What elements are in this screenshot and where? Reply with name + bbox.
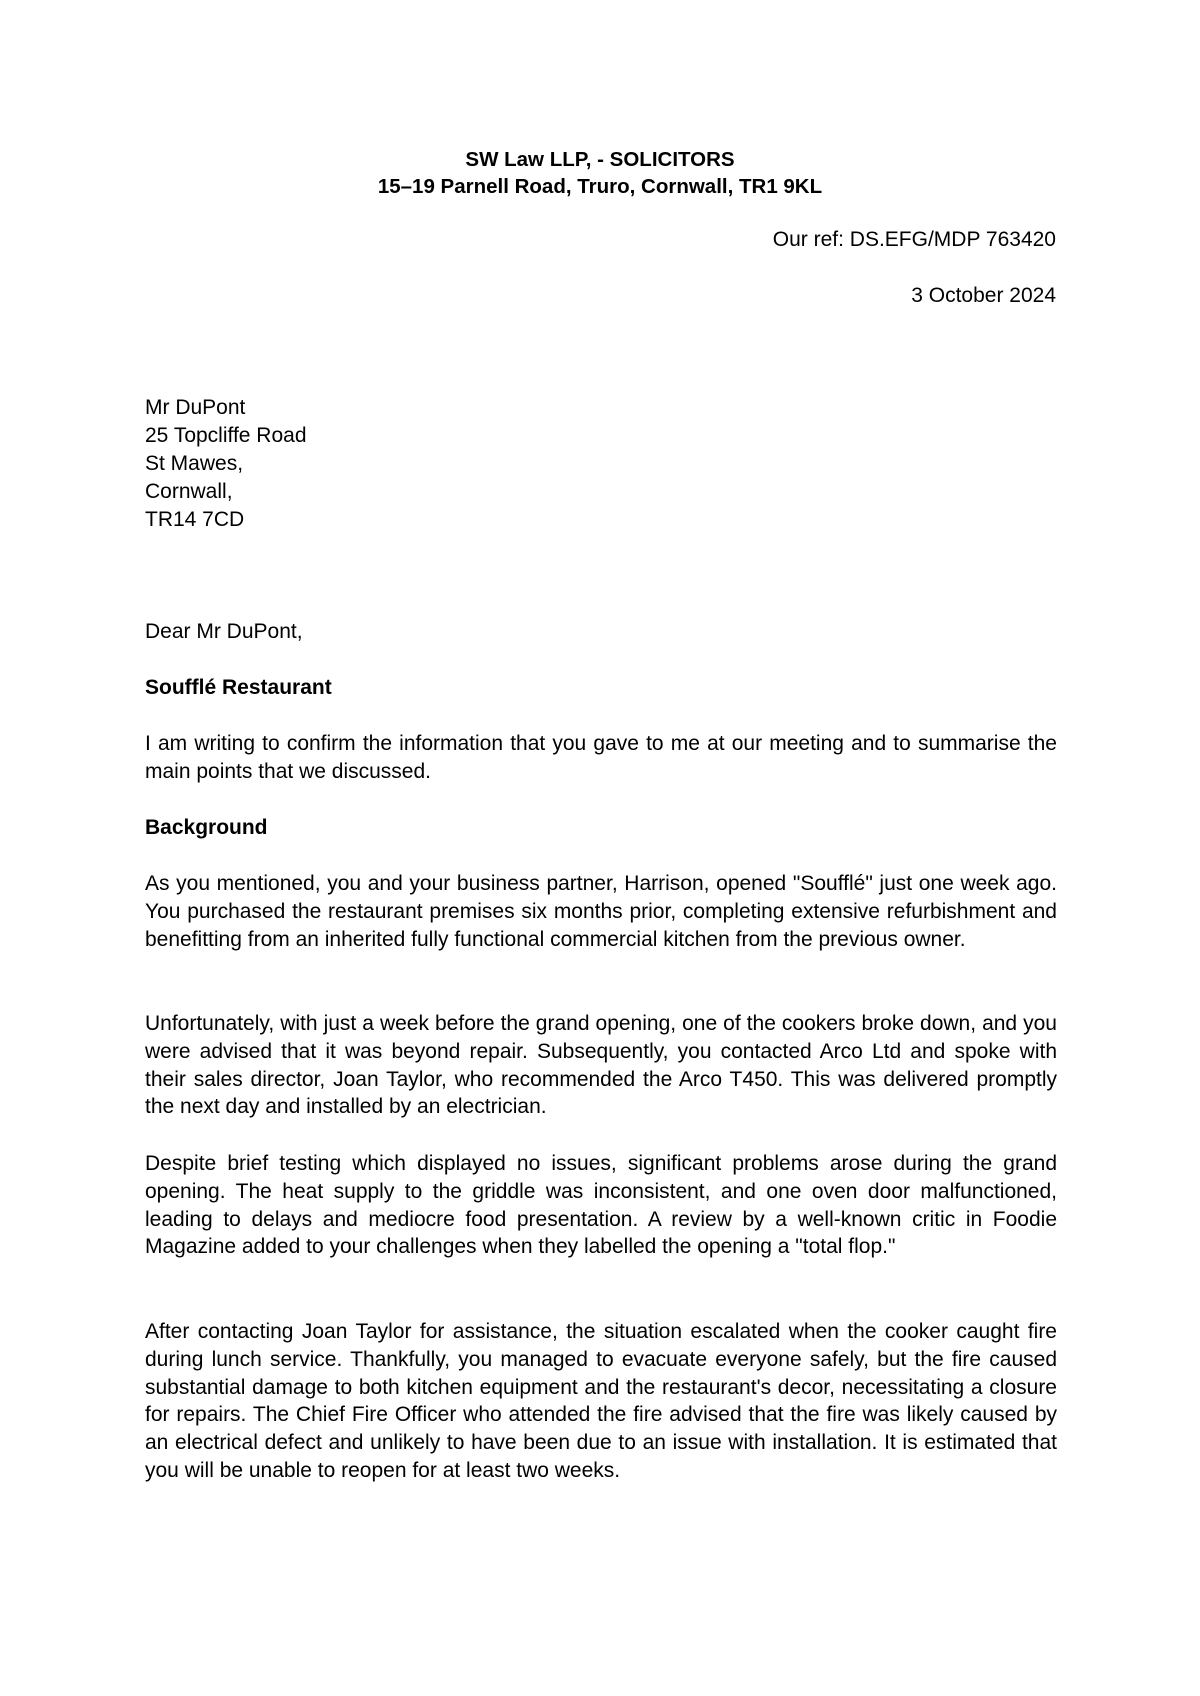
firm-address: 15–19 Parnell Road, Truro, Cornwall, TR1 9KL bbox=[377, 175, 823, 198]
letterhead bbox=[0, 146, 1200, 200]
recipient-postcode: TR14 7CD bbox=[145, 508, 245, 531]
recipient-name: Mr DuPont bbox=[145, 396, 246, 419]
paragraph: Unfortunately, with just a week before the grand opening, one of the cookers broke down, and you were advised that it was beyond repair. Subsequently, you contacted Arco Ltd and spoke with their sales director, Joan Taylor, who recommended the Arco T450. This was delivered promptly the next day and installed by an electrician. bbox=[145, 1012, 1057, 1119]
paragraph: As you mentioned, you and your business partner, Harrison, opened "Soufflé" just one week ago. You purchased the restaurant premises six months prior, completing extensive refurbishment and benefitting from an inherited fully functional commercial kitchen from the previous owner. bbox=[145, 872, 1057, 951]
letter-date: 3 October 2024 bbox=[911, 284, 1056, 307]
background-heading: Background bbox=[145, 816, 268, 839]
firm-name: SW Law LLP, - SOLICITORS bbox=[465, 148, 735, 171]
intro-paragraph: I am writing to confirm the information that you gave to me at our meeting and to summarise the main points that we discussed. bbox=[145, 732, 1057, 783]
recipient-line-3: Cornwall, bbox=[145, 480, 233, 503]
subject-heading: Soufflé Restaurant bbox=[145, 676, 332, 699]
paragraph: Despite brief testing which displayed no issues, significant problems arose during the grand opening. The heat supply to the griddle was inconsistent, and one oven door malfunctioned, leading to delays and mediocre food presentation. A review by a well-known critic in Foodie Magazine added to your challenges when they labelled the opening a "total flop." bbox=[145, 1152, 1057, 1259]
salutation: Dear Mr DuPont, bbox=[145, 620, 303, 643]
recipient-address bbox=[145, 394, 307, 534]
recipient-line-1: 25 Topcliffe Road bbox=[145, 424, 307, 447]
recipient-line-2: St Mawes, bbox=[145, 452, 244, 475]
paragraph: After contacting Joan Taylor for assistance, the situation escalated when the cooker caught fire during lunch service. Thankfully, you managed to evacuate everyone safely, but the fire caused substantial damage to both kitchen equipment and the restaurant's decor, necessitating a closure for repairs. The Chief Fire Officer who attended the fire advised that the fire was likely caused by an electrical defect and unlikely to have been due to an issue with installation. It is estimated that you will be unable to reopen for at least two weeks. bbox=[145, 1320, 1057, 1482]
reference: Our ref: DS.EFG/MDP 763420 bbox=[772, 228, 1056, 251]
